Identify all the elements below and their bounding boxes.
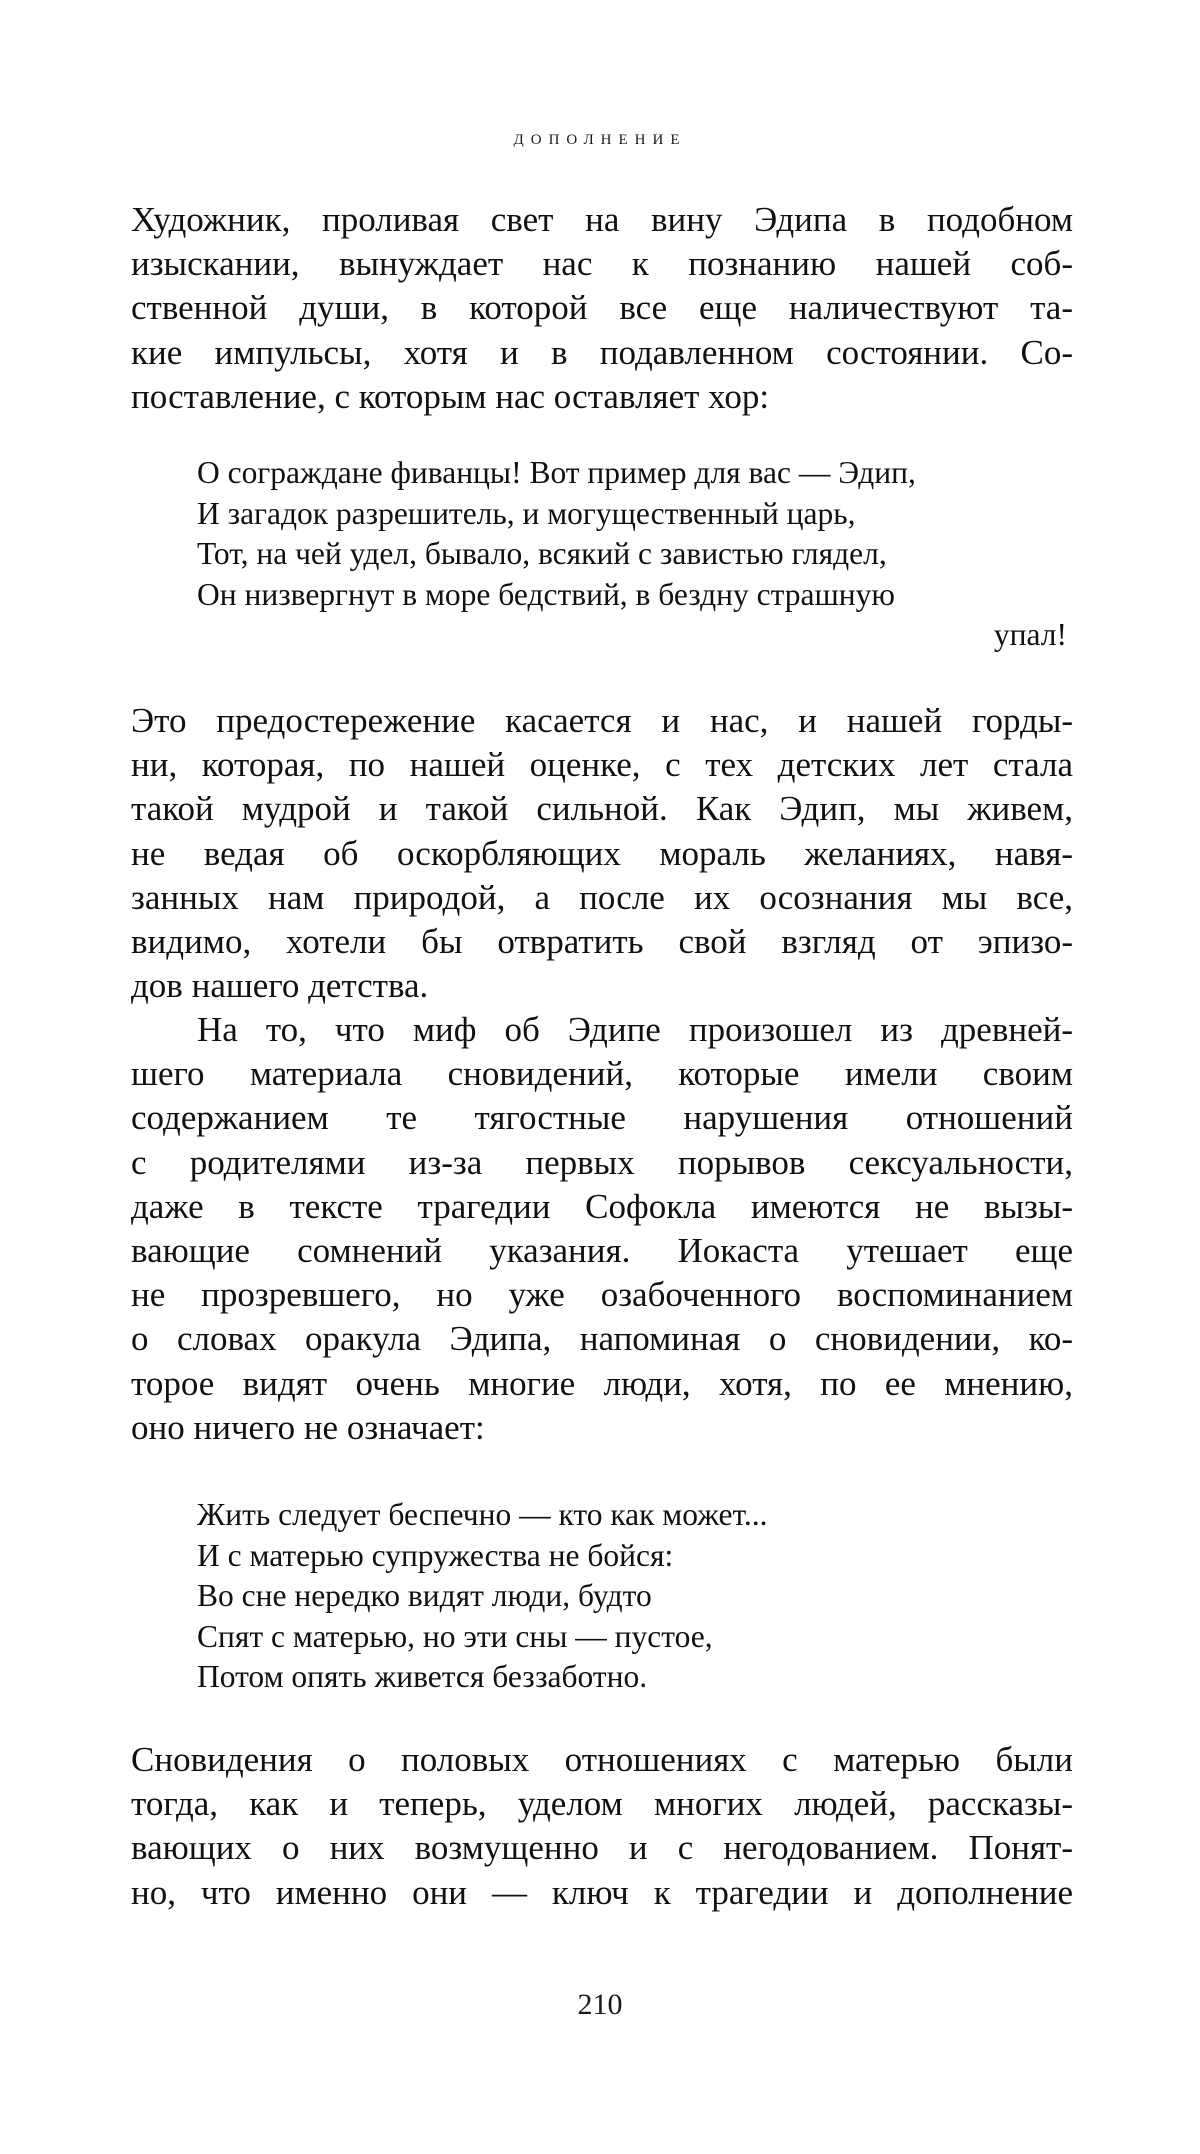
verse-line: Спят с матерью, но эти сны — пустое,: [197, 1618, 713, 1654]
verse-line: Во сне нередко видят люди, будто: [197, 1578, 652, 1613]
paragraph-line: даже в тексте трагедии Софокла имеются не вызы-: [131, 1186, 1073, 1226]
paragraph-line: занных нам природой, а после их осознания мы все,: [131, 877, 1073, 917]
paragraph-line: тогда, как и теперь, уделом многих людей, рассказы-: [131, 1784, 1073, 1824]
verse-line: Тот, на чей удел, бывало, всякий с завистью глядел,: [197, 536, 887, 571]
paragraph-line: но, что именно они — ключ к трагедии и дополнение: [131, 1872, 1073, 1912]
verse-line: И загадок разрешитель, и могущественный царь,: [197, 495, 856, 531]
paragraph-line: ственной души, в которой все еще наличествуют та-: [131, 288, 1073, 328]
verse-line: упал!: [993, 617, 1067, 652]
paragraph-1-text: [131, 198, 1073, 419]
paragraph-line: видимо, хотели бы отвратить свой взгляд от эпизо-: [131, 922, 1073, 962]
paragraph-line: о словах оракула Эдипа, напоминая о сновидении, ко-: [131, 1319, 1073, 1359]
paragraph-line: такой мудрой и такой сильной. Как Эдип, мы живем,: [131, 789, 1073, 829]
paragraph-4: [131, 1738, 1073, 1915]
paragraph-line: ни, которая, по нашей оценке, с тех детских лет стала: [131, 745, 1073, 785]
page-number: 210: [577, 1988, 623, 2021]
verse-line: О сограждане фиванцы! Вот пример для вас — Эдип,: [197, 455, 916, 490]
paragraph-line: изыскании, вынуждает нас к познанию нашей соб-: [131, 244, 1073, 284]
paragraph-line: Сновидения о половых отношениях с матерью были: [131, 1740, 1073, 1779]
verse-quote-2: [197, 1495, 1067, 1698]
paragraph-2-text: [131, 699, 1073, 1008]
paragraph-3-text: [131, 1008, 1073, 1450]
paragraph-line: оно ничего не означает:: [131, 1407, 485, 1447]
verse-quote-1: [197, 453, 1067, 656]
paragraph-line: не прозревшего, но уже озабоченного воспоминанием: [131, 1275, 1073, 1315]
verse-line: Жить следует беспечно — кто как может...: [197, 1497, 768, 1532]
paragraph-line: содержанием те тягостные нарушения отношений: [131, 1098, 1073, 1138]
verse-line: Потом опять живется беззаботно.: [197, 1659, 648, 1694]
running-head: дополнение: [513, 124, 687, 149]
paragraph-line: шего материала сновидений, которые имели своим: [131, 1054, 1073, 1094]
paragraph-line: с родителями из-за первых порывов сексуальности,: [131, 1142, 1073, 1182]
paragraph-line: не ведая об оскорбляющих мораль желаниях, навя-: [131, 833, 1073, 873]
verse-line: Он низвергнут в море бедствий, в бездну страшную: [197, 576, 895, 612]
paragraph-2: [131, 699, 1073, 1008]
verse-line: И с матерью супружества не бойся:: [197, 1537, 674, 1573]
paragraph-line: поставление, с которым нас оставляет хор:: [131, 376, 770, 416]
paragraph-line: вающие сомнений указания. Иокаста утешает еще: [131, 1231, 1073, 1271]
paragraph-line: торое видят очень многие люди, хотя, по ее мнению,: [131, 1363, 1073, 1403]
paragraph-line: На то, что миф об Эдипе произошел из древней-: [197, 1010, 1073, 1049]
paragraph-line: кие импульсы, хотя и в подавленном состоянии. Со-: [131, 332, 1073, 372]
paragraph-line: дов нашего детства.: [131, 966, 429, 1006]
paragraph-line: Это предостережение касается и нас, и нашей горды-: [131, 701, 1073, 740]
paragraph-line: Художник, проливая свет на вину Эдипа в подобном: [131, 200, 1073, 239]
paragraph-1: [131, 198, 1073, 419]
paragraph-line: вающих о них возмущенно и с негодованием. Понят-: [131, 1828, 1073, 1868]
paragraph-3: [131, 1008, 1073, 1450]
paragraph-4-text: [131, 1738, 1073, 1915]
